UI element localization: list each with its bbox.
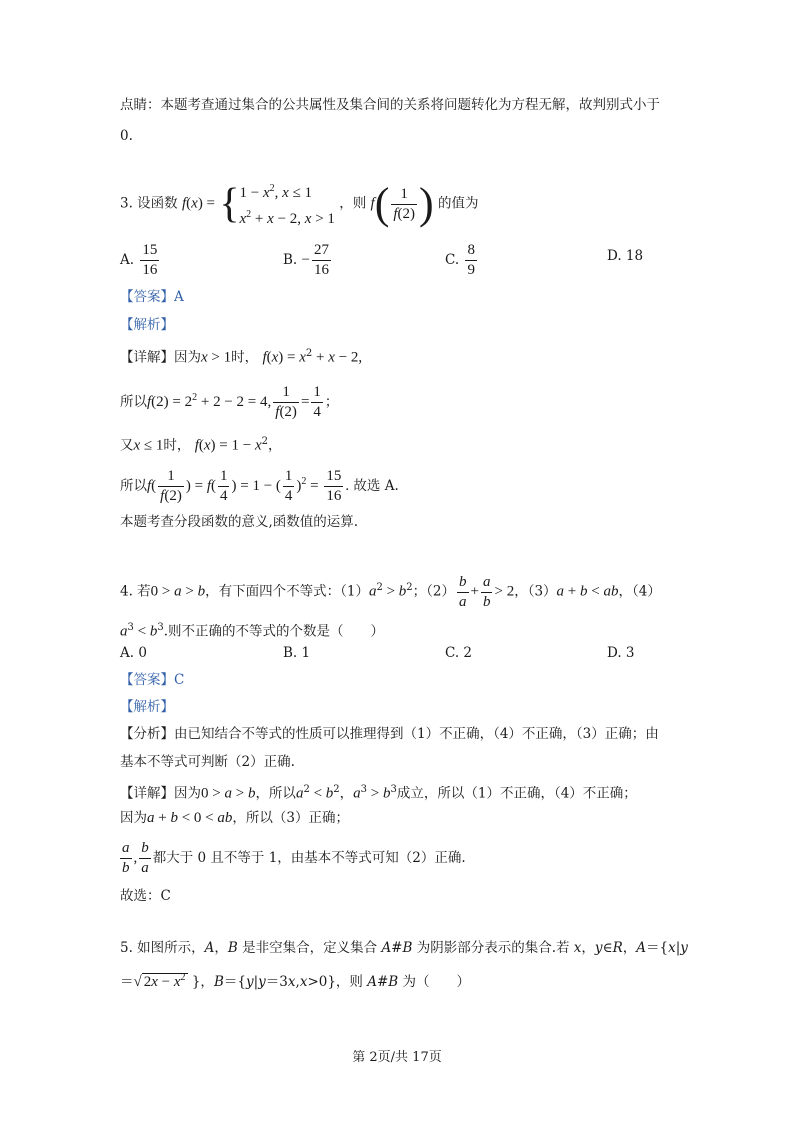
q3-stem-suffix: 的值为 (437, 195, 479, 212)
q4-option-a: A. 0 (120, 645, 147, 661)
intro-line-2: 0. (120, 128, 133, 144)
intro-line-1: 点睛：本题考查通过集合的公共属性及集合间的关系将问题转化为方程无解，故判别式小于 (120, 97, 660, 113)
q4-fenxi-2: 基本不等式可判断（2）正确. (120, 754, 295, 770)
q3-detail-2: 所以$f(2) = 2^2 + 2 - 2 = 4$, $\frac{1}{f(2)}$ = $\frac{1}{4}$ ； (120, 384, 339, 420)
q3-summary: 本题考查分段函数的意义,函数值的运算. (120, 514, 359, 530)
q4-stem-2: $a^3 < b^3$.则不正确的不等式的个数是（ ） (120, 622, 385, 640)
q3-detail-1: 【详解】因为x > 1时， $f(x) = x^2 + x - 2$, (120, 348, 363, 366)
q3-stem-mid: ，则 (339, 195, 367, 212)
q4-fenxi-1: 【分析】由已知结合不等式的性质可以推理得到（1）不正确，（4）不正确，（3）正确；由 (120, 726, 659, 742)
q3-option-a: A. $\frac{15}{16}$ (120, 242, 158, 278)
q3-analysis: 【解析】 (120, 317, 174, 333)
page-footer: 第 2页/共 17页 (352, 1050, 442, 1065)
q3-detail-3: 又x ≤ 1时， $f(x) = 1 - x^2$， (120, 436, 282, 454)
q4-answer: 【答案】C (120, 672, 185, 688)
q3-fx: f (181, 195, 187, 212)
q3-stem-prefix: 3. 设函数 (120, 195, 178, 212)
q4-conclusion: 故选：C (120, 888, 171, 904)
q3-option-b: B. − $\frac{27}{16}$ (283, 242, 329, 278)
q5-line-2: ＝√ $2x - x^2$ }，B＝{y|y＝3x,x>0}，则 A#B 为（ ） (120, 972, 470, 990)
q3-stem-frac: $\frac{1}{f(2)}$ (393, 185, 416, 222)
q4-detail-2: 因为a + b < 0 < ab，所以（3）正确； (120, 810, 349, 826)
q4-option-d: D. 3 (607, 645, 635, 661)
q3-option-d: D. 18 (607, 248, 644, 264)
q3-answer: 【答案】A (120, 289, 184, 305)
q4-analysis: 【解析】 (120, 699, 174, 715)
q3-brace: { (219, 181, 240, 227)
q4-detail-3: $\frac{a}{b}$ , $\frac{b}{a}$ 都大于 0 且不等于 1，由基本不等式可知（2）正确. (122, 840, 466, 876)
q5-line-1: 5. 如图所示，A，B 是非空集合，定义集合 A#B 为阴影部分表示的集合.若 x，y∈R，A＝{x|y (120, 940, 688, 956)
q4-option-c: C. 2 (445, 645, 473, 661)
q4-detail-1: 【详解】因为0 > a > b，所以$a^2 < b^2$，$a^3 > b^3$成立，所以（1）不正确，（4）不正确； (120, 784, 637, 802)
q3-detail-4: 所以f( $\frac{1}{f(2)}$ ) = f( $\frac{1}{4}$ ) = 1 − ( $\frac{1}{4}$ )$^2$ = $\frac{15}{16}$ . 故选 A. (120, 468, 399, 504)
q3-cases: $1 - x^2$, x ≤ 1 $x^2 + x - 2$, x > 1 (239, 183, 335, 227)
q3-stem: 3. 设函数 f(x) = { $1 - x^2$, x ≤ 1 $x^2 + x - 2$, x > 1 ，则 f( $\frac{1}{f(2)}$ ) 的值为 (120, 179, 479, 228)
q4-option-b: B. 1 (283, 645, 311, 661)
q4-stem-1: 4. 若0 > a > b，有下面四个不等式：$(1)a^2 > b^2$；（2） $\frac{b}{a}$ + $\frac{a}{b}$ > 2，（3）a + b < ab，（4） (120, 573, 661, 610)
q5-sqrt: √ $2x - x^2$ (133, 972, 186, 990)
q3-option-c: C. $\frac{8}{9}$ (445, 242, 475, 278)
